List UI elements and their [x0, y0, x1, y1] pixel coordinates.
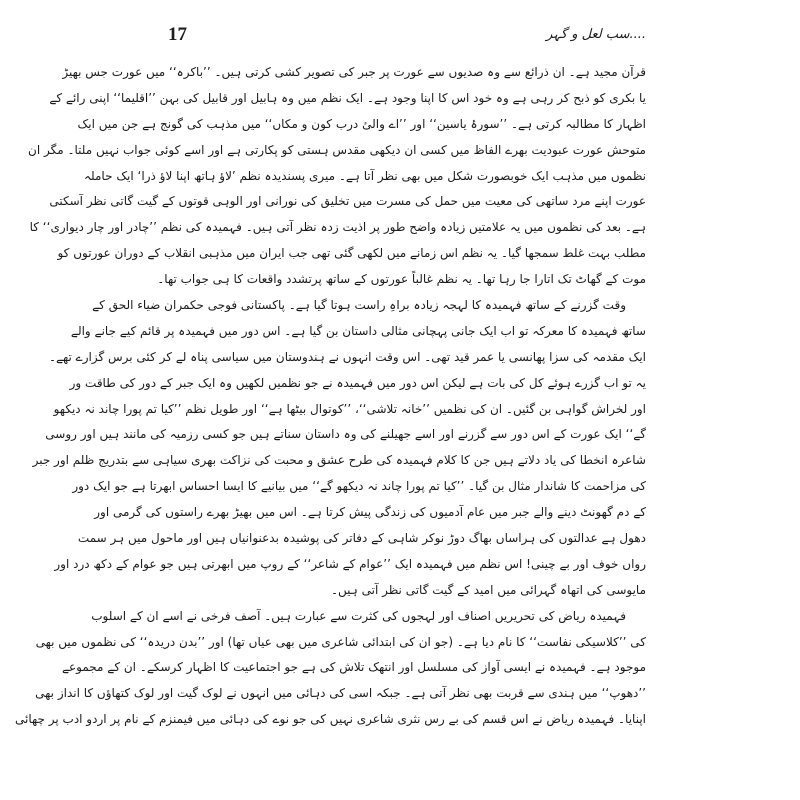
text-line: گے‘‘ ایک عورت کے اس دور سے گزرنے اور اسے جھیلنے کی وہ داستان سناتے ہیں جو کسی رزمیہ کی مانند ہیں اور روسی — [45, 427, 646, 442]
text-line: مایوسی کی اتھاہ گہرائی میں امید کے گیت گاتی نظر آتی ہیں۔ — [330, 582, 646, 597]
body-text — [14, 60, 646, 733]
running-title: ....سب لعل و گہر — [546, 27, 646, 42]
text-line: موت کے گھاٹ تک اتارا جا رہا تھا۔ یہ نظم غالباً عورتوں کے ساتھ پرتشدد واقعات کا ہی جواب تھا۔ — [157, 272, 646, 287]
text-line: عورت اپنے مرد ساتھی کی معیت میں حمل کی مسرت میں تخلیق کی نورانی اور الوہی قوتوں کے گیت گاتی نظر آسکتی — [49, 194, 646, 209]
text-line: وقت گزرنے کے ساتھ فہمیدہ کا لہجہ زیادہ براہِ راست ہوتا گیا ہے۔ پاکستانی فوجی حکمران ضیاء الحق کے — [92, 298, 626, 313]
text-line: اور لخراش گواہی بن گئیں۔ ان کی نظمیں ’’خانہ تلاشی‘‘، ’’کوتوال بیٹھا ہے‘‘ اور طویل نظم ’’کیا تم پورا چاند نہ دیکھو — [53, 401, 646, 416]
text-line: اظہار کا مطالبہ کرتی ہے۔ ’’سورۂ یاسین‘‘ اور ’’اے والیٔ درب کون و مکاں‘‘ میں مذہب کی گونج ہے جن میں ایک — [77, 116, 646, 131]
text-line: ساتھ فہمیدہ کا معرکہ تو اب ایک جانی پہچانی مثالی داستان بن گیا ہے۔ اس دور میں فہمیدہ پر قائم کیے جانے والے — [70, 323, 646, 338]
text-line: یا بکری کو ذبح کر رہی ہے وہ خود اس کا اپنا وجود ہے۔ ایک نظم میں وہ ہابیل اور قابیل کی بہن ’’اقلیما‘‘ اپنی رائے کے — [49, 90, 646, 105]
text-line: ہے۔ بعد کی نظموں میں یہ علامتیں زیادہ واضح طور پر اذیت زدہ نظر آتی ہیں۔ فہمیدہ کی نظم ’’چادر اور چار دیواری‘‘ کا — [29, 220, 646, 235]
text-line: کی ’’کلاسیکی نفاست‘‘ کا نام دیا ہے۔ (جو ان کی ابتدائی شاعری میں بھی عیاں تھا) اور ’’بدن دریدہ‘‘ کی نظموں میں بھی — [35, 634, 646, 649]
page-number: 17 — [168, 24, 187, 45]
text-line: شاعرہ انخطا کی یاد دلاتے ہیں جن کا کلام فہمیدہ کی طرح عشق و محبت کی نزاکت بھری سیاہی سے بتدریج ظلم اور جبر — [32, 453, 646, 468]
text-line: ’’دھوپ‘‘ میں ہندی سے قربت بھی نظر آتی ہے۔ جبکہ اسی کی دہائی میں انہوں نے لوک گیت اور لوک کتھاؤں کا انداز بھی — [35, 686, 646, 701]
text-line: نظموں میں مذہب ایک خوبصورت شکل میں بھی نظر آتا ہے۔ میری پسندیدہ نظم ’لاؤ ہاتھ اپنا لاؤ ذرا‘ ایک حاملہ — [84, 168, 646, 183]
text-line: ایک مقدمہ کی سزا پھانسی یا عمر قید تھی۔ اس وقت انہوں نے ہندوستان میں سیاسی پناہ لے کر کئی برس گزارے تھے۔ — [48, 349, 646, 364]
text-line: کے دم گھونٹ دینے والے جبر میں عام آدمیوں کی زندگی پیش کرتا ہے۔ اس میں بھیڑ بھرے راستوں کی گرمی اور — [94, 505, 646, 520]
text-line: اپنایا۔ فہمیدہ ریاض نے اس قسم کی بے رس نثری شاعری نہیں کی جو نوے کی دہائی میں فیمنزم کے نام پر اردو ادب پر چھائی — [14, 712, 646, 727]
text-line: مطلب بہت غلط سمجھا گیا۔ یہ نظم اس زمانے میں لکھی گئی تھی جب ایران میں مذہبی انقلاب کے دوران عورتوں کو — [57, 246, 646, 261]
text-line: موجود ہے۔ فہمیدہ نے ایسی آواز کی مسلسل اور انتھک تلاش کی ہے جو اجتماعیت کا اظہار کرسکے۔ ان کے مجموعے — [61, 660, 646, 675]
text-line: دھول ہے عدالتوں کی ہراساں بھاگ دوڑ نوکر شاہی کے دفاتر کی پوشیدہ بدعنوانیاں ہیں اور ماحول میں ہر سمت — [77, 531, 646, 546]
text-line: کی مزاحمت کا شاندار مثال بن گیا۔ ’’کیا تم پورا چاند نہ دیکھو گے‘‘ میں بیانیے کا ایسا احساس ابھرتا ہے جو ایک دور — [72, 479, 646, 494]
page-header — [168, 22, 646, 48]
text-line: قرآن مجید ہے۔ ان ذرائع سے وہ صدیوں سے عورت پر جبر کی تصویر کشی کرتی ہیں۔ ’’باکرہ‘‘ میں عورت جس بھیڑ — [62, 65, 646, 79]
text-line: رواں خوف اور بے چینی! اس نظم میں فہمیدہ ایک ’’عوام کے شاعر‘‘ کے روپ میں ابھرتی ہیں جو عوام کے دکھ درد اور — [54, 556, 646, 571]
text-line: فہمیدہ ریاض کی تحریریں اصناف اور لہجوں کی کثرت سے عبارت ہیں۔ آصف فرخی نے اسے ان کے اسلوب — [91, 608, 626, 623]
text-line: یہ تو اب گزرے ہوئے کل کی بات ہے لیکن اس دور میں فہمیدہ نے جو نظمیں لکھیں وہ ایک جبر کے دور کی طاقت ور — [69, 375, 646, 390]
text-line: متوحش عورت عبودیت بھرے الفاظ میں کسی ان دیکھی مقدس ہستی کو پکارتی ہے اور اسے کوئی جواب نہیں ملتا۔ مگر ان — [28, 142, 646, 157]
